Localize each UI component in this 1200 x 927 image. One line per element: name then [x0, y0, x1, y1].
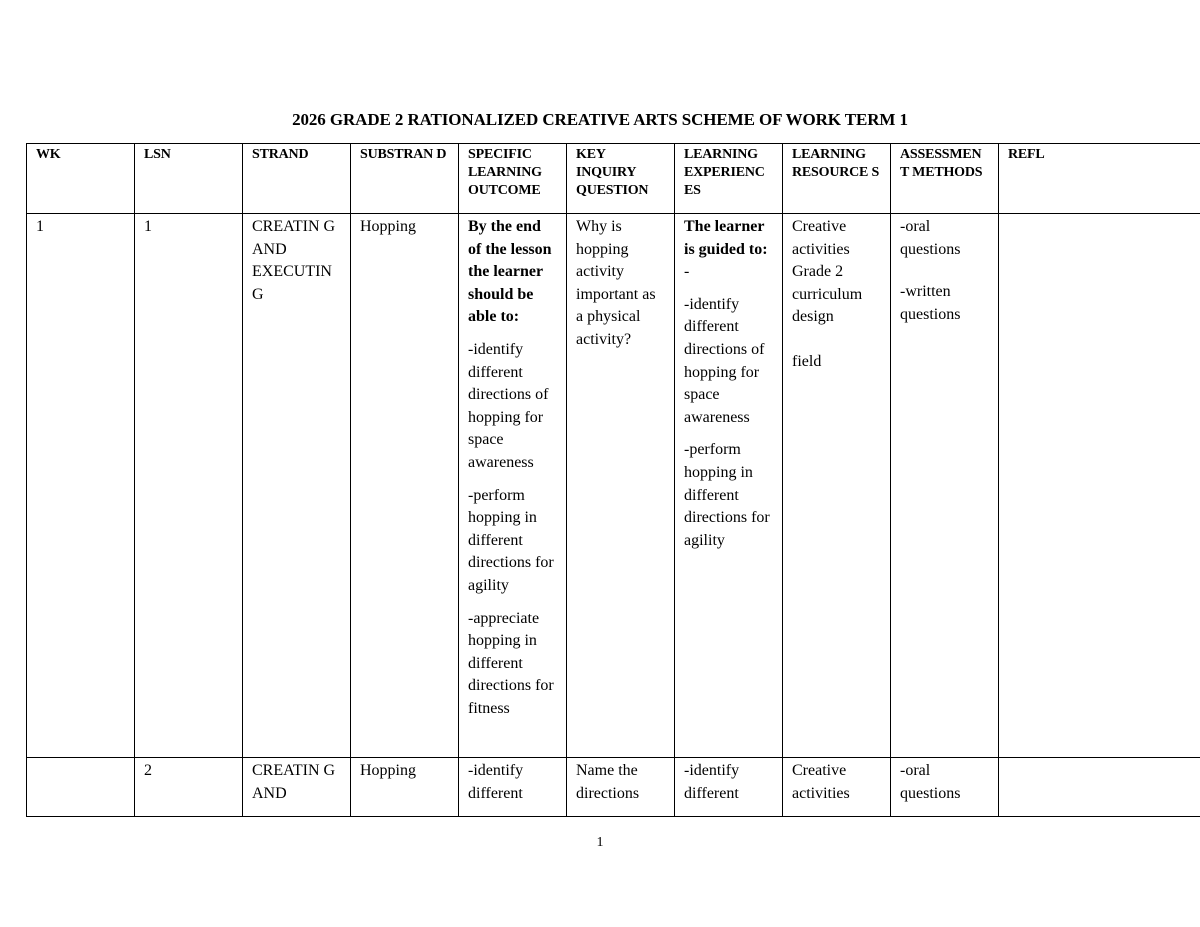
cell-wk: [27, 758, 135, 817]
outcome-item: -perform hopping in different directions for agility: [468, 486, 554, 594]
document-title: 2026 GRADE 2 RATIONALIZED CREATIVE ARTS SCHEME OF WORK TERM 1: [292, 110, 908, 129]
table-header-row: [27, 144, 1200, 214]
cell-learning-experiences: -identify different: [675, 758, 783, 817]
cell-learning-resources: [783, 214, 891, 758]
scheme-of-work-table: [26, 143, 1200, 817]
cell-key-inquiry-question: Name the directions: [567, 758, 675, 817]
cell-reflection: [999, 214, 1200, 758]
cell-assessment-methods: -oral questions: [891, 758, 999, 817]
table-row: [27, 214, 1200, 758]
experience-intro: The learner is guided to: -: [684, 218, 768, 281]
page-number: 1: [596, 835, 604, 850]
cell-substrand: Hopping: [351, 758, 459, 817]
cell-wk: 1: [27, 214, 135, 758]
assessment-item: -written questions: [900, 283, 961, 323]
header-learning-resources: LEARNING RESOURCE S: [783, 144, 891, 214]
cell-reflection: [999, 758, 1200, 817]
cell-specific-learning-outcome: -identify different: [459, 758, 567, 817]
header-specific-learning-outcome: SPECIFIC LEARNING OUTCOME: [459, 144, 567, 214]
assessment-item: -oral questions: [900, 218, 961, 258]
table-row: [27, 758, 1200, 817]
cell-learning-resources: Creative activities: [783, 758, 891, 817]
header-reflection: REFL: [999, 144, 1200, 214]
cell-key-inquiry-question: Why is hopping activity important as a physical activity?: [567, 214, 675, 758]
header-assessment-methods: ASSESSMEN T METHODS: [891, 144, 999, 214]
cell-learning-experiences: [675, 214, 783, 758]
resource-item: field: [792, 352, 822, 370]
header-strand: STRAND: [243, 144, 351, 214]
outcome-item: -identify different directions of hopping for space awareness: [468, 340, 549, 471]
outcome-intro: By the end of the lesson the learner should be able to:: [468, 218, 552, 326]
cell-lsn: 2: [135, 758, 243, 817]
header-lsn: LSN: [135, 144, 243, 214]
cell-assessment-methods: [891, 214, 999, 758]
outcome-item: -appreciate hopping in different directions for fitness: [468, 609, 554, 717]
header-key-inquiry-question: KEY INQUIRY QUESTION: [567, 144, 675, 214]
experience-item: -identify different directions of hopping for space awareness: [684, 295, 765, 426]
cell-specific-learning-outcome: [459, 214, 567, 758]
header-learning-experiences: LEARNING EXPERIENC ES: [675, 144, 783, 214]
resource-item: Creative activities Grade 2 curriculum design: [792, 218, 863, 326]
header-substrand: SUBSTRAN D: [351, 144, 459, 214]
experience-item: -perform hopping in different directions for agility: [684, 441, 770, 549]
cell-substrand: Hopping: [351, 214, 459, 758]
cell-strand: CREATIN G AND: [243, 758, 351, 817]
cell-strand: CREATIN G AND EXECUTIN G: [243, 214, 351, 758]
cell-lsn: 1: [135, 214, 243, 758]
header-wk: WK: [27, 144, 135, 214]
